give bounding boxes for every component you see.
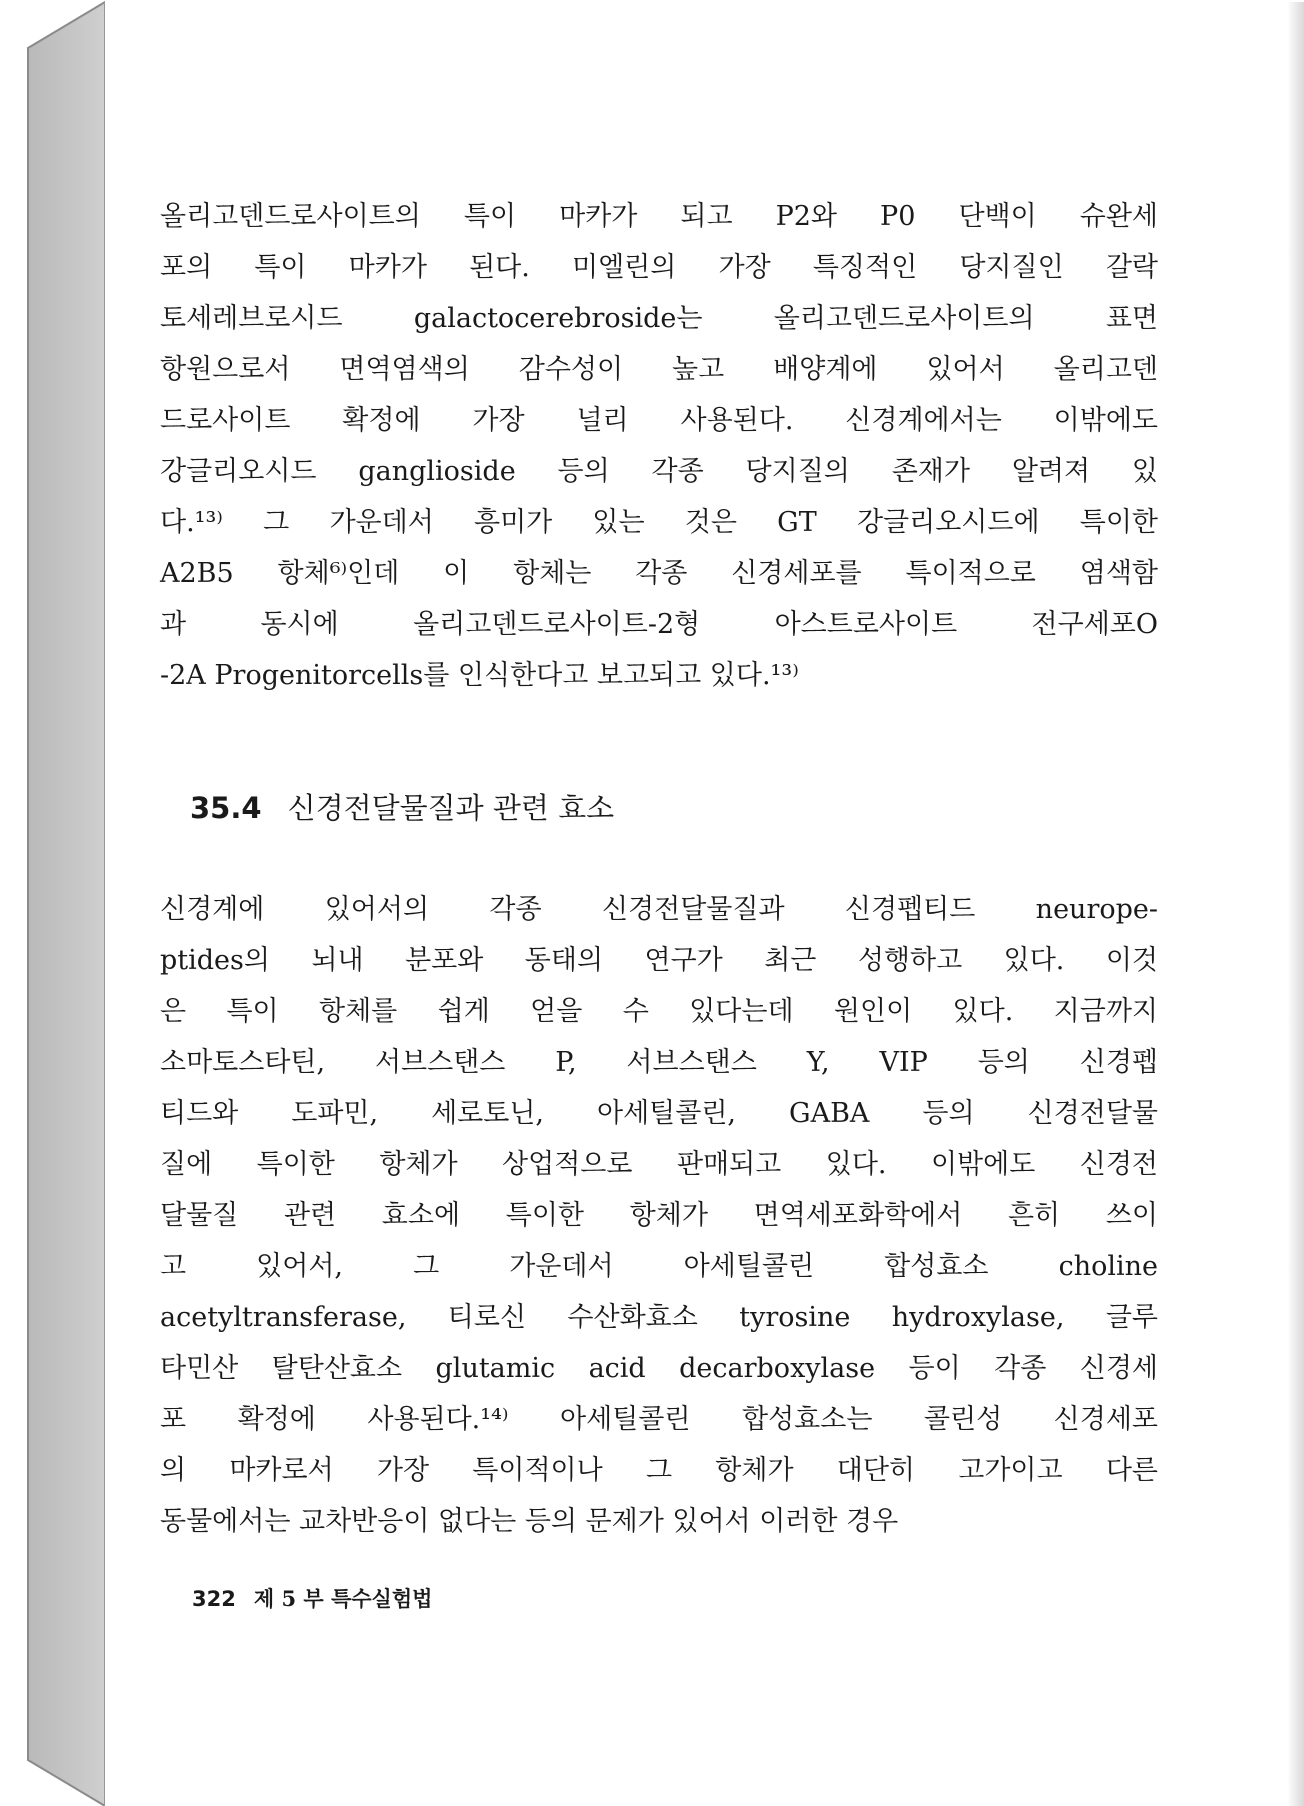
text-line: acetyltransferase, 티로신 수산화효소 tyrosine hydroxylase, 글루 (160, 1302, 1158, 1333)
page-footer (192, 1581, 432, 1617)
paragraph-2 (160, 884, 1158, 1547)
paragraph-1 (160, 191, 1158, 701)
text-line: 토세레브로시드 galactocerebroside는 올리고덴드로사이트의 표면 (160, 303, 1158, 334)
text-line: A2B5 항체⁶⁾인데 이 항체는 각종 신경세포를 특이적으로 염색함 (160, 558, 1158, 589)
text-line: 의 마카로서 가장 특이적이나 그 항체가 대단히 고가이고 다른 (160, 1455, 1158, 1486)
text-line: 타민산 탈탄산효소 glutamic acid decarboxylase 등이 각종 신경세 (160, 1353, 1158, 1384)
text-line: 동물에서는 교차반응이 없다는 등의 문제가 있어서 이러한 경우 (160, 1506, 899, 1537)
page-number: 322 (192, 1587, 236, 1611)
text-line: 과 동시에 올리고덴드로사이트-2형 아스트로사이트 전구세포O (160, 609, 1158, 640)
section-heading (190, 786, 614, 830)
text-line: 포의 특이 마카가 된다. 미엘린의 가장 특징적인 당지질인 갈락 (160, 252, 1158, 283)
text-line: 고 있어서, 그 가운데서 아세틸콜린 합성효소 choline (160, 1251, 1158, 1282)
text-line: 항원으로서 면역염색의 감수성이 높고 배양계에 있어서 올리고덴 (160, 354, 1158, 385)
text-line: 강글리오시드 ganglioside 등의 각종 당지질의 존재가 알려져 있 (160, 456, 1158, 487)
text-line: 다.¹³⁾ 그 가운데서 흥미가 있는 것은 GT 강글리오시드에 특이한 (160, 507, 1158, 538)
text-line: -2A Progenitorcells를 인식한다고 보고되고 있다.¹³⁾ (160, 660, 799, 691)
text-line: 티드와 도파민, 세로토닌, 아세틸콜린, GABA 등의 신경전달물 (160, 1098, 1158, 1129)
text-line: 달물질 관련 효소에 특이한 항체가 면역세포화학에서 흔히 쓰이 (160, 1200, 1158, 1231)
footer-section: 제 5 부 특수실험법 (253, 1586, 433, 1611)
section-title: 신경전달물질과 관련 효소 (287, 791, 615, 825)
text-line: 올리고덴드로사이트의 특이 마카가 되고 P2와 P0 단백이 슈완세 (160, 201, 1158, 232)
text-line: 신경계에 있어서의 각종 신경전달물질과 신경펩티드 neurope- (160, 894, 1158, 925)
text-line: 소마토스타틴, 서브스탠스 P, 서브스탠스 Y, VIP 등의 신경펩 (160, 1047, 1158, 1078)
text-line: 은 특이 항체를 쉽게 얻을 수 있다는데 원인이 있다. 지금까지 (160, 996, 1158, 1027)
section-number: 35.4 (190, 791, 262, 825)
text-line: 드로사이트 확정에 가장 널리 사용된다. 신경계에서는 이밖에도 (160, 405, 1158, 436)
text-line: ptides의 뇌내 분포와 동태의 연구가 최근 성행하고 있다. 이것 (160, 945, 1158, 976)
text-line: 포 확정에 사용된다.¹⁴⁾ 아세틸콜린 합성효소는 콜린성 신경세포 (160, 1404, 1158, 1435)
text-line: 질에 특이한 항체가 상업적으로 판매되고 있다. 이밖에도 신경전 (160, 1149, 1158, 1180)
